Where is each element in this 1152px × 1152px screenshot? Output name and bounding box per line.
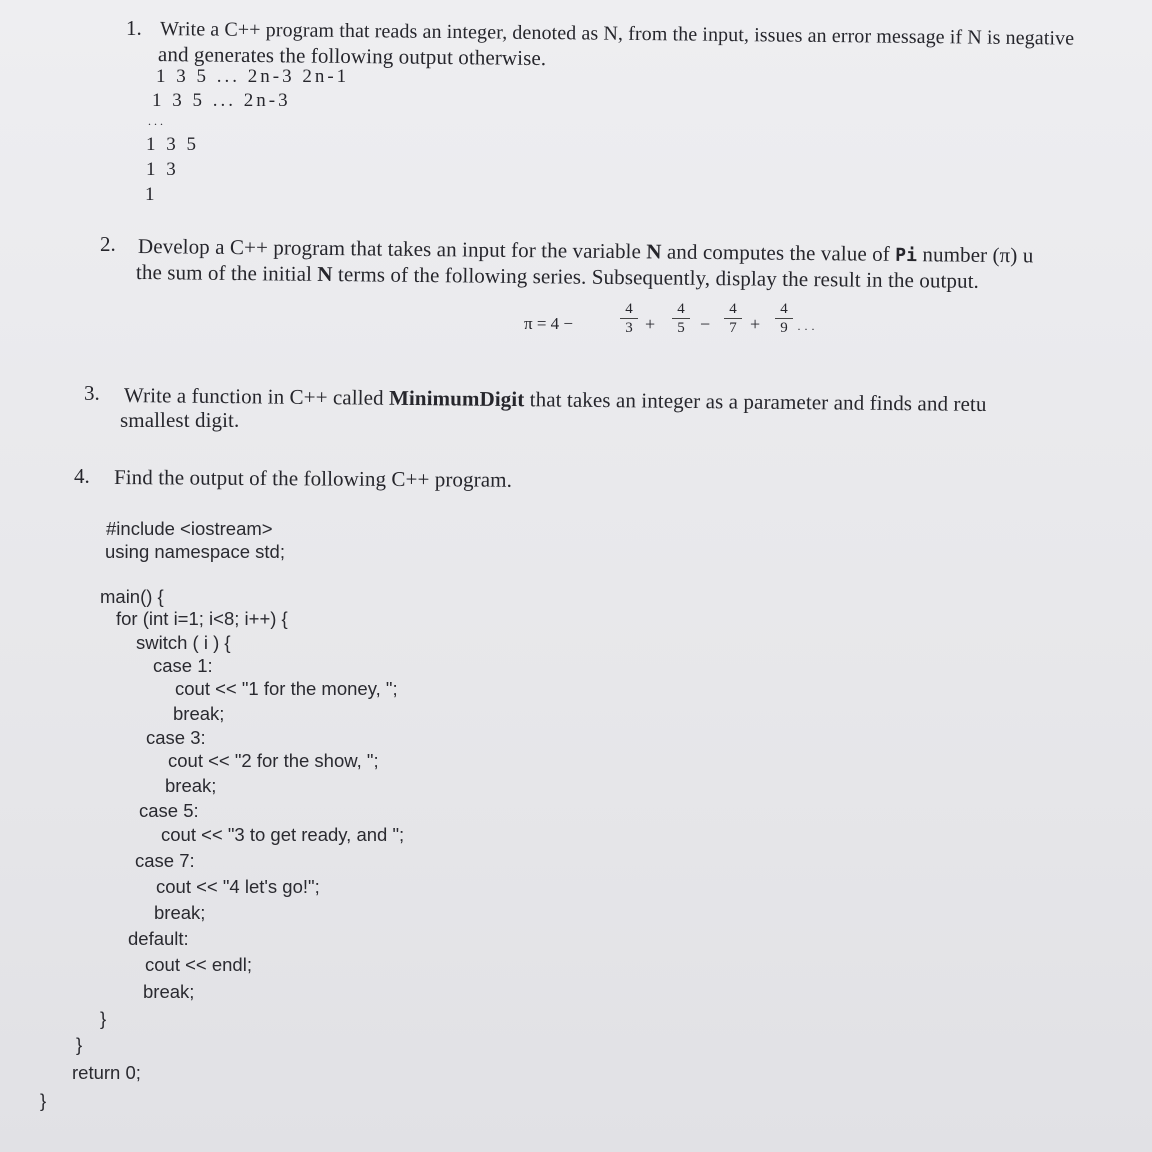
code-line: case 3:: [146, 727, 206, 748]
q3-text: Write a function in C++ called: [123, 383, 390, 410]
fraction-numerator: 4: [780, 301, 788, 317]
q2-text: terms of the following series. Subsequently, display the result in the output.: [332, 262, 980, 293]
fraction-numerator: 4: [729, 301, 737, 317]
code-line: main() {: [100, 586, 164, 607]
q2-number: 2.: [100, 232, 116, 256]
code-line: }: [100, 1008, 107, 1029]
q2-text: number (π) u: [916, 242, 1034, 268]
code-line: cout << "2 for the show, ";: [168, 750, 379, 771]
code-line: cout << "1 for the money, ";: [175, 678, 398, 699]
fraction: [775, 301, 793, 336]
q2-text: and computes the value of: [661, 239, 896, 266]
q3-function-name: MinimumDigit: [388, 385, 525, 412]
code-line: case 1:: [153, 655, 213, 676]
code-line: }: [40, 1090, 47, 1111]
q4-title: Find the output of the following C++ program.: [113, 465, 513, 492]
code-line: cout << endl;: [145, 954, 252, 975]
code-line: cout << "4 let's go!";: [156, 876, 320, 897]
code-line: break;: [165, 775, 217, 796]
q1-text-line1: Write a C++ program that reads an integer, denoted as N, from the input, issues an error message if N is negative: [159, 18, 1075, 50]
triangle-row: 1 3 5 ... 2n-3: [152, 90, 291, 111]
q3-number: 3.: [84, 381, 100, 405]
code-line: case 7:: [135, 850, 195, 871]
code-line: default:: [128, 928, 189, 949]
q1-text-line2: and generates the following output otherwise.: [157, 42, 547, 71]
fraction-denominator: 3: [625, 320, 633, 336]
fraction-numerator: 4: [677, 301, 685, 317]
formula-lhs: π = 4 −: [524, 314, 574, 333]
fraction: [672, 301, 690, 336]
q3-text-line2: smallest digit.: [120, 408, 240, 432]
q3-text: that takes an integer as a parameter and finds and retu: [524, 387, 987, 417]
fraction-denominator: 5: [677, 320, 685, 336]
formula-ellipsis: · · ·: [797, 322, 815, 336]
triangle-row: 1 3: [146, 159, 179, 180]
q1-number: 1.: [126, 16, 142, 40]
q2-pi-word: Pi: [895, 244, 918, 267]
code-line: break;: [154, 902, 206, 923]
triangle-row: 1: [145, 184, 158, 205]
q2-var-n: N: [317, 261, 333, 287]
formula-operator: −: [700, 314, 711, 334]
q2-text: the sum of the initial: [135, 260, 318, 286]
q4-number: 4.: [74, 464, 90, 488]
code-line: #include <iostream>: [106, 518, 273, 539]
code-line: using namespace std;: [105, 541, 285, 562]
q3-text-line1: [124, 383, 987, 417]
fraction-numerator: 4: [625, 301, 633, 317]
fraction: [724, 301, 742, 336]
formula-operator: +: [750, 314, 761, 334]
code-line: case 5:: [139, 800, 199, 821]
code-line: }: [76, 1034, 83, 1055]
q2-var-n: N: [646, 239, 662, 264]
formula-operator: +: [645, 314, 656, 334]
code-line: for (int i=1; i<8; i++) {: [116, 608, 288, 629]
q2-text: Develop a C++ program that takes an input for the variable: [137, 234, 647, 264]
fraction: [620, 301, 638, 336]
fraction-denominator: 9: [780, 320, 788, 336]
fraction-denominator: 7: [729, 320, 737, 336]
triangle-row: ...: [148, 114, 166, 128]
code-line: switch ( i ) {: [136, 632, 231, 653]
code-line: break;: [173, 703, 225, 724]
triangle-row: 1 3 5: [146, 134, 199, 155]
code-line: break;: [143, 981, 195, 1002]
code-line: return 0;: [72, 1062, 141, 1083]
triangle-row: 1 3 5 ... 2n-3 2n-1: [156, 66, 350, 87]
code-line: cout << "3 to get ready, and ";: [161, 824, 405, 845]
